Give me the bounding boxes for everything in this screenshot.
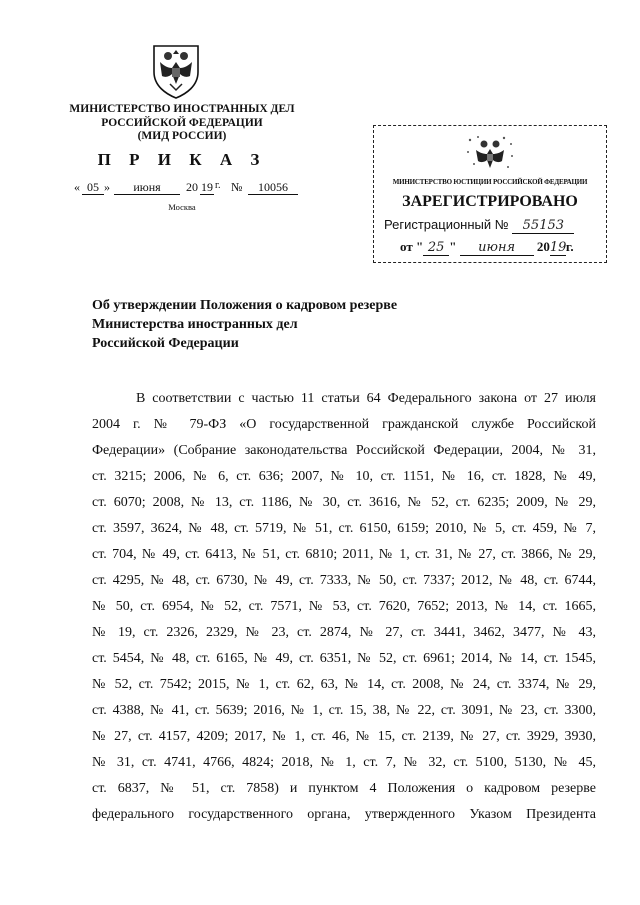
- title-line-3: Российской Федерации: [92, 336, 239, 351]
- body-line: В соответствии с частью 11 статьи 64 Федерального закона от 27 июля: [136, 391, 596, 406]
- document-body: [92, 386, 596, 828]
- stamp-emblem-icon: [464, 134, 516, 174]
- ministry-line-3: (МИД РОССИИ): [137, 130, 227, 142]
- order-number-label: №: [231, 180, 243, 194]
- date-open-quote: «: [74, 180, 80, 194]
- body-line: ст. 3597, 3624, № 48, ст. 5719, № 51, ст. 6150, 6159; 2010, № 5, ст. 459, № 7,: [92, 521, 596, 536]
- stamp-registration-date: [400, 239, 600, 256]
- registration-stamp: [373, 125, 607, 263]
- body-line: № 52, ст. 7542; 2015, № 1, ст. 62, 63, № 14, ст. 2008, № 24, ст. 3374, № 29,: [92, 677, 596, 692]
- body-line: ст. 3215; 2006, № 6, ст. 636; 2007, № 10, ст. 1151, № 16, ст. 1828, № 49,: [92, 469, 596, 484]
- body-line: ст. 4295, № 48, ст. 6730, № 49, ст. 7333, № 50, ст. 7337; 2012, № 48, ст. 6744,: [92, 573, 596, 588]
- stamp-reg-number: 55153: [512, 218, 574, 234]
- order-date-number-line: [74, 180, 304, 196]
- order-month: июня: [114, 180, 180, 195]
- order-year-suffix: г.: [215, 180, 221, 191]
- city: Москва: [168, 202, 196, 212]
- stamp-date-year-prefix: 20: [536, 239, 550, 254]
- body-line: ст. 704, № 49, ст. 6413, № 51, ст. 6810; 2011, № 1, ст. 31, № 27, ст. 3866, № 29,: [92, 547, 596, 562]
- body-line: 2004 г. № 79-ФЗ «О государственной гражданской службе Российской: [92, 417, 596, 432]
- stamp-registered-label: ЗАРЕГИСТРИРОВАНО: [402, 193, 578, 210]
- order-day: 05: [82, 180, 104, 195]
- coat-of-arms-icon: [146, 40, 206, 100]
- stamp-date-year: 19: [549, 240, 567, 255]
- stamp-date-suffix: г.: [565, 239, 574, 254]
- body-line: № 27, ст. 4157, 4209; 2017, № 1, ст. 46, № 15, ст. 2139, № 27, ст. 3929, 3930,: [92, 729, 596, 744]
- ministry-line-1: МИНИСТЕРСТВО ИНОСТРАННЫХ ДЕЛ: [69, 103, 295, 115]
- date-close-quote: »: [104, 180, 110, 194]
- order-year: 19: [201, 180, 213, 194]
- title-line-2: Министерства иностранных дел: [92, 317, 298, 332]
- stamp-date-mid: ": [449, 239, 457, 254]
- body-line: федерального государственного органа, утвержденного Указом Президента: [92, 807, 596, 822]
- order-number: 10056: [248, 180, 298, 195]
- title-line-1: Об утверждении Положения о кадровом резерве: [92, 298, 398, 313]
- body-line: ст. 6070; 2008, № 13, ст. 1186, № 30, ст. 3616, № 52, ст. 6235; 2009, № 29,: [92, 495, 596, 510]
- body-line: № 31, ст. 4741, 4766, 4824; 2018, № 1, ст. 7, № 32, ст. 5100, 5130, № 45,: [92, 755, 596, 770]
- stamp-date-day: 25: [423, 240, 449, 256]
- order-year-prefix: 20: [186, 180, 198, 194]
- stamp-registration-number: [384, 217, 604, 234]
- body-line: ст. 4388, № 41, ст. 5639; 2016, № 1, ст. 15, 38, № 22, ст. 3091, № 23, ст. 3300,: [92, 703, 596, 718]
- body-line: № 19, ст. 2326, 2329, № 23, ст. 2874, № 27, ст. 3441, 3462, 3477, № 43,: [92, 625, 596, 640]
- ministry-line-2: РОССИЙСКОЙ ФЕДЕРАЦИИ: [101, 116, 263, 129]
- stamp-reg-label: Регистрационный №: [384, 217, 509, 232]
- body-line: ст. 5454, № 48, ст. 6165, № 49, ст. 6351, № 52, ст. 6961; 2014, № 14, ст. 1545,: [92, 651, 596, 666]
- document-title: [92, 296, 512, 353]
- body-line: № 50, ст. 6954, № 52, ст. 7571, № 53, ст. 7620, 7652; 2013, № 14, ст. 1665,: [92, 599, 596, 614]
- stamp-date-month: июня: [460, 240, 534, 256]
- order-title: П Р И К А З: [97, 150, 267, 169]
- stamp-date-prefix: от ": [400, 239, 424, 254]
- body-line: ст. 6837, № 51, ст. 7858) и пунктом 4 Положения о кадровом резерве: [92, 781, 596, 796]
- body-line: Федерации» (Собрание законодательства Российской Федерации, 2004, № 31,: [92, 443, 596, 458]
- stamp-organization: МИНИСТЕРСТВО ЮСТИЦИИ РОССИЙСКОЙ ФЕДЕРАЦИИ: [392, 178, 588, 186]
- ministry-name: [60, 103, 304, 144]
